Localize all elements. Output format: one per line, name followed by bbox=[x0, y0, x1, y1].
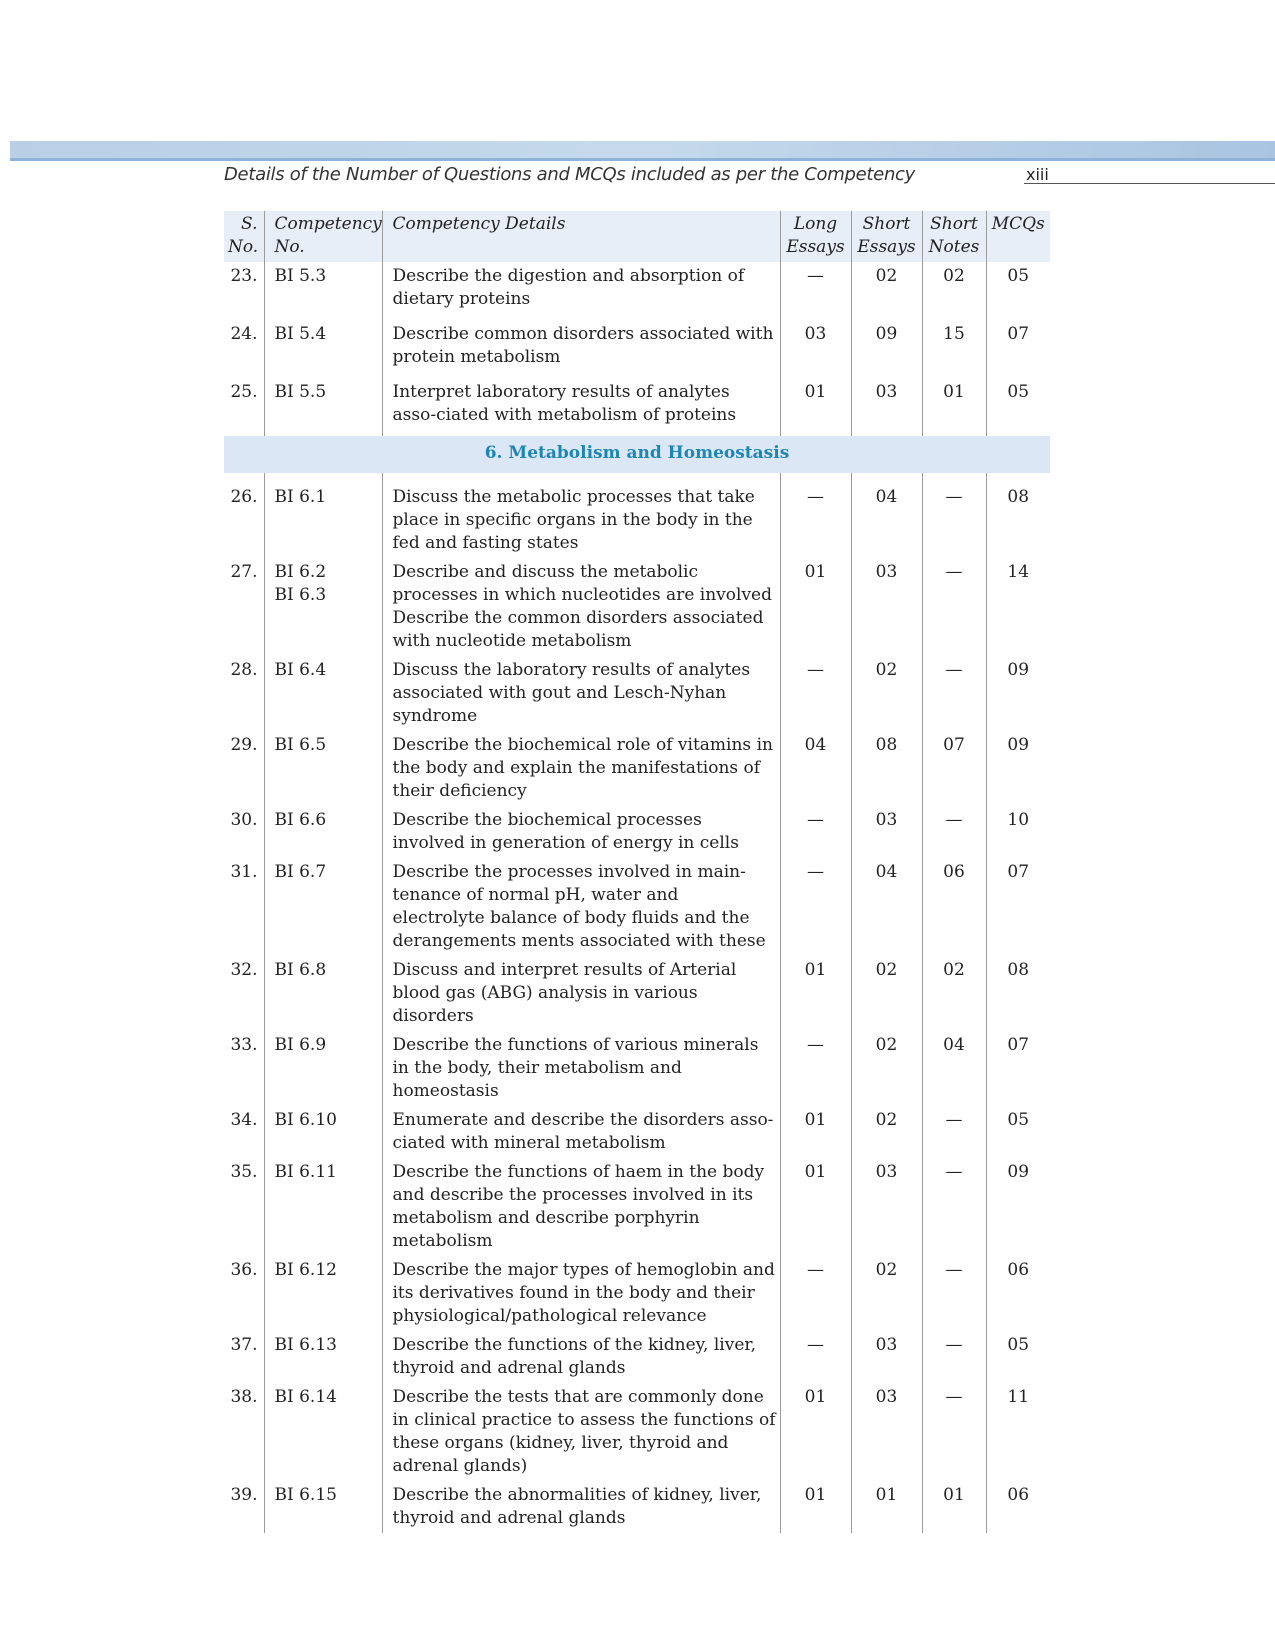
col-header-sno: S. No. bbox=[224, 211, 264, 262]
row-details-line-1: Describe and discuss the metabolic processes in which nucleotides are involved bbox=[392, 562, 772, 605]
row-details: Describe common disorders associated with protein metabolism bbox=[382, 320, 780, 378]
table-row bbox=[224, 320, 1050, 378]
row-mcqs: 09 bbox=[1007, 660, 1030, 680]
table-row bbox=[224, 858, 1050, 956]
row-short-notes: — bbox=[922, 558, 986, 656]
page-header-band bbox=[10, 141, 1275, 159]
row-mcqs: 07 bbox=[1007, 324, 1030, 344]
row-mcqs: 11 bbox=[1007, 1387, 1030, 1407]
row-sno: 28. bbox=[224, 656, 264, 731]
row-short-essays: 03 bbox=[851, 1158, 922, 1256]
row-mcqs: 05 bbox=[1007, 1110, 1030, 1130]
row-competency-no: BI 6.7 bbox=[264, 858, 382, 956]
row-long-essays: 01 bbox=[780, 378, 851, 436]
row-competency-no: BI 6.12 bbox=[264, 1256, 382, 1331]
row-details: Discuss and interpret results of Arterial blood gas (ABG) analysis in various disorders bbox=[382, 956, 780, 1031]
row-details: Describe the biochemical processes involved in generation of energy in cells bbox=[382, 806, 780, 858]
row-details-line-2: Describe the common disorders associated with nucleotide metabolism bbox=[392, 608, 764, 651]
row-long-essays: — bbox=[780, 1031, 851, 1106]
row-short-essays: 02 bbox=[851, 1106, 922, 1158]
row-short-essays: 01 bbox=[851, 1481, 922, 1533]
row-details: Describe the abnormalities of kidney, liver, thyroid and adrenal glands bbox=[382, 1481, 780, 1533]
row-long-essays: 01 bbox=[780, 1481, 851, 1533]
row-short-notes: — bbox=[922, 1256, 986, 1331]
row-sno: 24. bbox=[224, 320, 264, 378]
row-short-essays: 03 bbox=[851, 1331, 922, 1383]
row-mcqs: 05 bbox=[1007, 382, 1030, 402]
row-mcqs: 08 bbox=[1007, 487, 1030, 507]
row-competency-no: BI 6.9 bbox=[264, 1031, 382, 1106]
table-row bbox=[224, 262, 1050, 320]
row-competency-no: BI 5.3 bbox=[264, 262, 382, 320]
row-short-notes: — bbox=[922, 656, 986, 731]
col-header-short-essays: Short Essays bbox=[851, 211, 922, 262]
row-short-essays: 02 bbox=[851, 1256, 922, 1331]
row-details: Describe the functions of haem in the body and describe the processes involved in its metabolism and describe porphyrin metabolism bbox=[382, 1158, 780, 1256]
row-sno: 29. bbox=[224, 731, 264, 806]
row-sno: 26. bbox=[224, 483, 264, 558]
row-short-notes: 02 bbox=[922, 956, 986, 1031]
row-sno: 27. bbox=[224, 558, 264, 656]
row-long-essays: — bbox=[780, 262, 851, 320]
row-short-notes: — bbox=[922, 483, 986, 558]
row-sno: 34. bbox=[224, 1106, 264, 1158]
row-details: Discuss the laboratory results of analytes associated with gout and Lesch-Nyhan syndrome bbox=[382, 656, 780, 731]
row-sno: 30. bbox=[224, 806, 264, 858]
row-competency-no: BI 6.4 bbox=[264, 656, 382, 731]
row-details: Describe the functions of the kidney, liver, thyroid and adrenal glands bbox=[382, 1331, 780, 1383]
row-sno: 23. bbox=[224, 262, 264, 320]
row-short-notes: — bbox=[922, 806, 986, 858]
row-competency-no: BI 6.6 bbox=[264, 806, 382, 858]
page-number-rule bbox=[1024, 183, 1275, 184]
row-competency-no-line-2: BI 6.3 bbox=[274, 585, 327, 605]
row-long-essays: 01 bbox=[780, 1106, 851, 1158]
table-row bbox=[224, 656, 1050, 731]
row-short-notes: — bbox=[922, 1158, 986, 1256]
row-competency-no: BI 5.5 bbox=[264, 378, 382, 436]
row-competency-no-line-1: BI 6.2 bbox=[274, 562, 327, 582]
row-short-essays: 04 bbox=[851, 858, 922, 956]
row-competency-no: BI 6.14 bbox=[264, 1383, 382, 1481]
row-details: Describe the digestion and absorption of dietary proteins bbox=[382, 262, 780, 320]
row-mcqs: 06 bbox=[1007, 1485, 1030, 1505]
table-row bbox=[224, 1256, 1050, 1331]
table-row bbox=[224, 378, 1050, 436]
page-header-band-line bbox=[10, 158, 1275, 161]
row-details: Discuss the metabolic processes that take place in specific organs in the body in the fed and fasting states bbox=[382, 483, 780, 558]
row-short-notes: 02 bbox=[922, 262, 986, 320]
row-sno: 38. bbox=[224, 1383, 264, 1481]
row-short-essays: 02 bbox=[851, 656, 922, 731]
row-competency-no: BI 5.4 bbox=[264, 320, 382, 378]
row-details: Describe the tests that are commonly done in clinical practice to assess the functions of these organs (kidney, liver, thyroid and adrenal glands) bbox=[382, 1383, 780, 1481]
row-sno: 39. bbox=[224, 1481, 264, 1533]
row-short-notes: 04 bbox=[922, 1031, 986, 1106]
row-details: Interpret laboratory results of analytes asso-ciated with metabolism of proteins bbox=[382, 378, 780, 436]
row-mcqs: 08 bbox=[1007, 960, 1030, 980]
col-header-competency-no: Competency No. bbox=[264, 211, 382, 262]
row-short-essays: 03 bbox=[851, 806, 922, 858]
row-long-essays: 01 bbox=[780, 558, 851, 656]
running-title: Details of the Number of Questions and MCQs included as per the Competency bbox=[224, 164, 915, 185]
row-sno: 37. bbox=[224, 1331, 264, 1383]
row-short-essays: 03 bbox=[851, 378, 922, 436]
page-number: xiii bbox=[1026, 165, 1049, 184]
row-competency-no: BI 6.8 bbox=[264, 956, 382, 1031]
section-header-row bbox=[224, 436, 1050, 473]
row-long-essays: — bbox=[780, 1331, 851, 1383]
row-long-essays: — bbox=[780, 858, 851, 956]
row-competency-no bbox=[264, 558, 382, 656]
table-row bbox=[224, 1331, 1050, 1383]
row-short-notes: — bbox=[922, 1331, 986, 1383]
row-long-essays: 04 bbox=[780, 731, 851, 806]
col-header-details: Competency Details bbox=[382, 211, 780, 262]
row-long-essays: 01 bbox=[780, 1158, 851, 1256]
row-competency-no: BI 6.1 bbox=[264, 483, 382, 558]
row-mcqs: 07 bbox=[1007, 1035, 1030, 1055]
row-short-notes: 01 bbox=[922, 378, 986, 436]
row-details: Describe the major types of hemoglobin and its derivatives found in the body and their physiological/pathological relevance bbox=[382, 1256, 780, 1331]
row-short-notes: 15 bbox=[922, 320, 986, 378]
row-long-essays: — bbox=[780, 806, 851, 858]
row-mcqs: 14 bbox=[1007, 562, 1030, 582]
row-short-essays: 08 bbox=[851, 731, 922, 806]
table-header-row bbox=[224, 211, 1050, 262]
row-competency-no: BI 6.5 bbox=[264, 731, 382, 806]
section-title: 6. Metabolism and Homeostasis bbox=[224, 436, 1050, 473]
table-row bbox=[224, 1106, 1050, 1158]
row-short-notes: — bbox=[922, 1106, 986, 1158]
row-short-essays: 04 bbox=[851, 483, 922, 558]
row-competency-no: BI 6.10 bbox=[264, 1106, 382, 1158]
row-competency-no: BI 6.11 bbox=[264, 1158, 382, 1256]
row-long-essays: 01 bbox=[780, 1383, 851, 1481]
table-row bbox=[224, 731, 1050, 806]
row-competency-no: BI 6.13 bbox=[264, 1331, 382, 1383]
row-long-essays: 01 bbox=[780, 956, 851, 1031]
table-row bbox=[224, 1383, 1050, 1481]
row-details: Describe the biochemical role of vitamins in the body and explain the manifestations of their deficiency bbox=[382, 731, 780, 806]
row-short-essays: 03 bbox=[851, 1383, 922, 1481]
row-short-notes: 07 bbox=[922, 731, 986, 806]
table-row bbox=[224, 483, 1050, 558]
row-sno: 36. bbox=[224, 1256, 264, 1331]
row-details: Enumerate and describe the disorders asso-ciated with mineral metabolism bbox=[382, 1106, 780, 1158]
col-header-mcqs: MCQs bbox=[991, 214, 1045, 234]
row-mcqs: 09 bbox=[1007, 1162, 1030, 1182]
row-short-essays: 03 bbox=[851, 558, 922, 656]
row-details: Describe the functions of various minerals in the body, their metabolism and homeostasis bbox=[382, 1031, 780, 1106]
col-header-long-essays: Long Essays bbox=[780, 211, 851, 262]
row-sno: 31. bbox=[224, 858, 264, 956]
row-long-essays: — bbox=[780, 656, 851, 731]
row-sno: 35. bbox=[224, 1158, 264, 1256]
table-row bbox=[224, 558, 1050, 656]
row-short-essays: 02 bbox=[851, 956, 922, 1031]
row-mcqs: 07 bbox=[1007, 862, 1030, 882]
table-row bbox=[224, 956, 1050, 1031]
row-long-essays: — bbox=[780, 1256, 851, 1331]
row-short-essays: 09 bbox=[851, 320, 922, 378]
row-mcqs: 05 bbox=[1007, 266, 1030, 286]
col-header-short-notes: Short Notes bbox=[922, 211, 986, 262]
row-mcqs: 06 bbox=[1007, 1260, 1030, 1280]
row-sno: 33. bbox=[224, 1031, 264, 1106]
row-sno: 32. bbox=[224, 956, 264, 1031]
row-mcqs: 05 bbox=[1007, 1335, 1030, 1355]
table-row bbox=[224, 806, 1050, 858]
row-competency-no: BI 6.15 bbox=[264, 1481, 382, 1533]
table-row bbox=[224, 1158, 1050, 1256]
row-short-notes: 01 bbox=[922, 1481, 986, 1533]
row-mcqs: 10 bbox=[1007, 810, 1030, 830]
table-row bbox=[224, 1481, 1050, 1533]
table-row bbox=[224, 1031, 1050, 1106]
row-details bbox=[382, 558, 780, 656]
row-long-essays: 03 bbox=[780, 320, 851, 378]
row-long-essays: — bbox=[780, 483, 851, 558]
spacer-row bbox=[224, 473, 1050, 483]
row-mcqs: 09 bbox=[1007, 735, 1030, 755]
row-short-essays: 02 bbox=[851, 1031, 922, 1106]
competency-table bbox=[224, 211, 1050, 1533]
row-short-notes: 06 bbox=[922, 858, 986, 956]
row-details: Describe the processes involved in main-tenance of normal pH, water and electrolyte balance of body fluids and the derangements ments associated with these bbox=[382, 858, 780, 956]
row-sno: 25. bbox=[224, 378, 264, 436]
row-short-essays: 02 bbox=[851, 262, 922, 320]
row-short-notes: — bbox=[922, 1383, 986, 1481]
